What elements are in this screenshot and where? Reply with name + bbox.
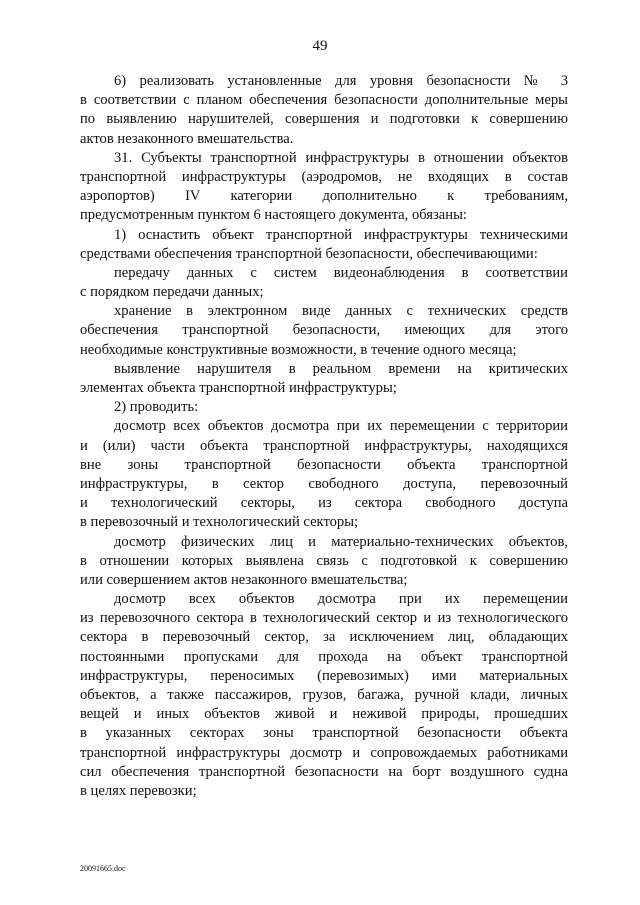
- text-line: постоянными пропусками для прохода на объект транспортной: [80, 648, 568, 665]
- page-number: 49: [312, 38, 328, 54]
- text-line: элементах объекта транспортной инфраструктуры;: [80, 380, 397, 396]
- text-line: в отношении которых выявлена связь с подготовкой к совершению: [80, 552, 568, 569]
- text-line: обеспечения транспортной безопасности, имеющих для этого: [80, 322, 568, 339]
- text-line: по выявлению нарушителей, совершения и подготовки к совершению: [80, 111, 568, 128]
- text-line: вне зоны транспортной безопасности объекта транспортной: [80, 456, 568, 473]
- text-line: передачу данных с систем видеонаблюдения в соответствии: [114, 264, 568, 281]
- text-line: вещей и иных объектов живой и неживой природы, прошедших: [80, 706, 568, 723]
- text-line: предусмотренным пунктом 6 настоящего документа, обязаны:: [80, 207, 467, 224]
- document-body-text: [80, 72, 568, 801]
- text-line: в соответствии с планом обеспечения безопасности дополнительные меры: [80, 92, 568, 109]
- text-line: в указанных секторах зоны транспортной безопасности объекта: [80, 725, 568, 742]
- text-line: 1) оснастить объект транспортной инфраструктуры техническими: [114, 226, 568, 243]
- text-line: инфраструктуры, переносимых (перевозимых) ими материальных: [80, 667, 568, 684]
- text-line: из перевозочного сектора в технологический сектор и из технологического: [80, 610, 568, 627]
- text-line: в перевозочный и технологический секторы;: [80, 514, 359, 531]
- text-line: инфраструктуры, в сектор свободного доступа, перевозочный: [80, 475, 568, 492]
- text-line: или совершением актов незаконного вмешательства;: [80, 571, 408, 588]
- text-line: средствами обеспечения транспортной безопасности, обеспечивающими:: [80, 245, 538, 262]
- text-line: с порядком передачи данных;: [80, 284, 264, 301]
- text-line: выявление нарушителя в реальном времени на критических: [114, 360, 568, 377]
- text-line: актов незаконного вмешательства.: [80, 130, 294, 147]
- text-line: необходимые конструктивные возможности, в течение одного месяца;: [80, 341, 517, 358]
- text-line: и (или) части объекта транспортной инфраструктуры, находящихся: [80, 437, 568, 454]
- text-line: досмотр всех объектов досмотра при их перемещении: [114, 591, 568, 608]
- text-line: транспортной инфраструктуры досмотр и сопровождаемых работниками: [80, 744, 568, 761]
- text-line: досмотр физических лиц и материально-технических объектов,: [114, 533, 568, 550]
- text-line: сектора в перевозочный сектор, за исключением лиц, обладающих: [80, 629, 568, 646]
- text-line: 2) проводить:: [114, 399, 199, 416]
- text-line: сил обеспечения транспортной безопасности на борт воздушного судна: [80, 763, 568, 780]
- text-line: 6) реализовать установленные для уровня безопасности № 3: [114, 73, 568, 89]
- footer-filename: 20091665.doc: [80, 864, 126, 873]
- text-line: объектов, а также пассажиров, грузов, багажа, ручной клади, личных: [80, 687, 568, 703]
- text-line: 31. Субъекты транспортной инфраструктуры в отношении объектов: [114, 149, 568, 166]
- text-line: хранение в электронном виде данных с технических средств: [114, 303, 568, 320]
- text-line: и технологический секторы, из сектора свободного доступа: [80, 495, 568, 512]
- text-line: транспортной инфраструктуры (аэродромов, не входящих в состав: [80, 168, 568, 185]
- text-line: досмотр всех объектов досмотра при их перемещении с территории: [114, 418, 568, 435]
- text-line: в целях перевозки;: [80, 782, 197, 799]
- text-line: аэропортов) IV категории дополнительно к требованиям,: [80, 188, 568, 205]
